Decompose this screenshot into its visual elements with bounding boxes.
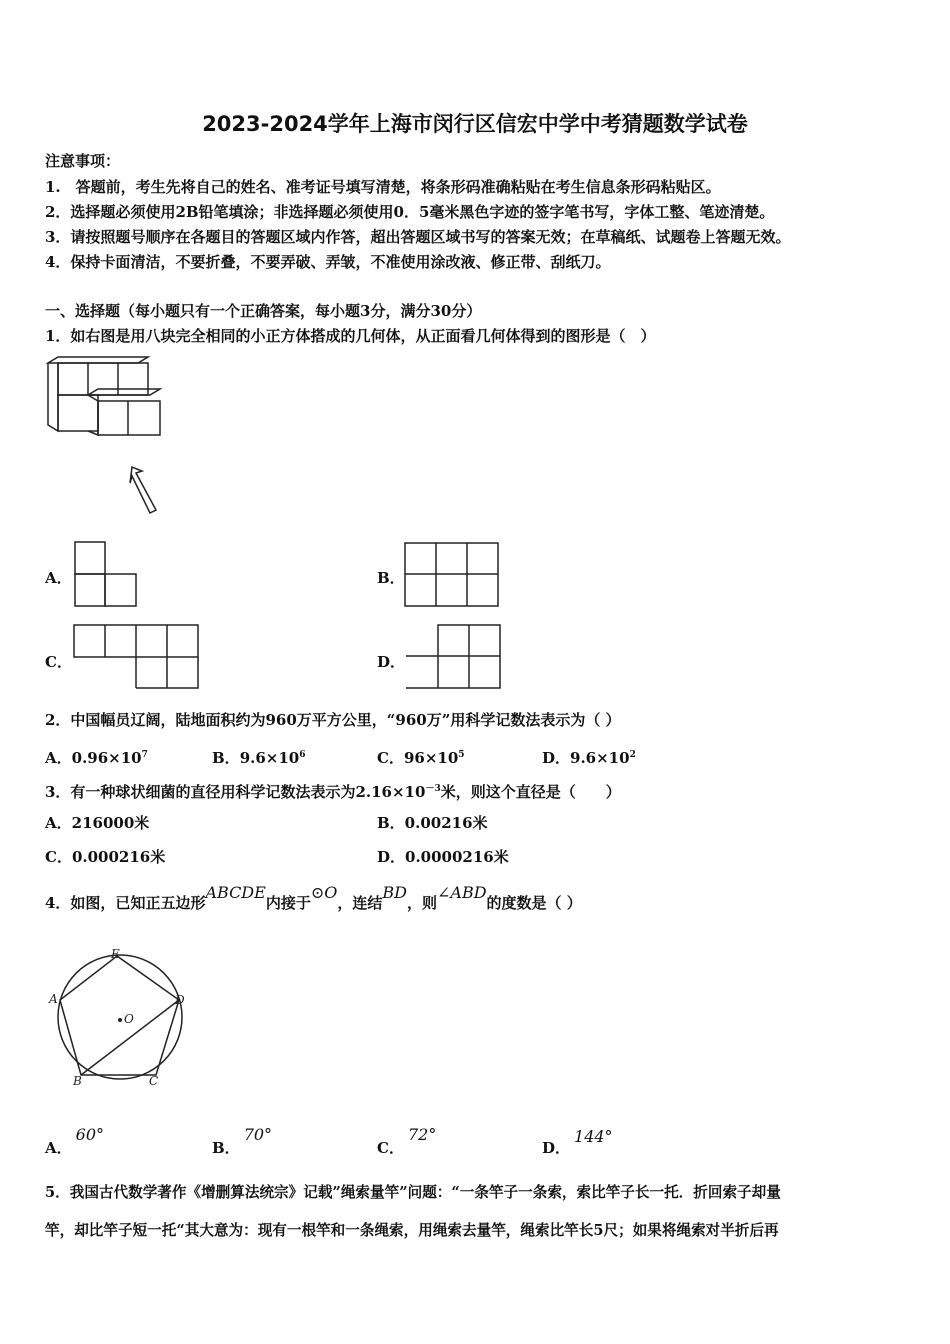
question-5-line: 5．我国古代数学著作《增删算法统宗》记载”绳索量竿”问题：“一条竿子一条索，索比竿子长一托．折回索子却量	[45, 1184, 781, 1201]
q1-option-c-label[interactable]: C．	[45, 653, 72, 671]
option-label: D．	[542, 1139, 571, 1157]
option-value: 96×10	[403, 749, 459, 767]
q3-number: 2.16×10	[355, 783, 426, 801]
q4-text: 内接于	[265, 894, 311, 912]
option-value: 70°	[243, 1125, 273, 1144]
label-d: D	[175, 993, 185, 1007]
option-value: 144°	[574, 1127, 613, 1146]
label-c: C	[149, 1074, 159, 1087]
q2-option-a[interactable]	[45, 745, 148, 768]
math: ∠ABD	[436, 883, 487, 902]
page-title: 2023-2024学年上海市闵行区信宏中学中考猜题数学试卷	[202, 112, 748, 136]
option-value: 9.6×10	[570, 749, 630, 767]
q1-option-d-figure	[404, 624, 502, 690]
exponent: 7	[141, 750, 148, 760]
option-value: 9.6×10	[239, 749, 300, 767]
pentagon-circle-figure	[45, 945, 195, 1087]
option-label: B．	[212, 1139, 240, 1157]
q4-option-b[interactable]	[212, 1125, 273, 1158]
q4-option-a[interactable]	[45, 1125, 104, 1158]
math: ABCDE	[205, 883, 266, 902]
label-a: A	[49, 992, 58, 1006]
q2-option-d[interactable]	[542, 745, 636, 768]
q3-option-b[interactable]: B．0.00216米	[377, 814, 488, 832]
question-3	[45, 779, 621, 802]
q2-option-c[interactable]	[377, 745, 465, 768]
q4-option-d[interactable]	[542, 1127, 613, 1158]
exponent: －3	[425, 784, 441, 794]
exponent: 6	[299, 750, 306, 760]
q4-text: 4．如图，已知正五边形	[45, 894, 206, 912]
math: BD	[382, 883, 407, 902]
q3-option-d[interactable]: D．0.0000216米	[377, 848, 509, 866]
option-label: B．	[212, 749, 240, 767]
math: ⊙O	[310, 883, 338, 902]
q1-option-b-label[interactable]: B．	[377, 569, 405, 587]
question-1: 1．如右图是用八块完全相同的小正方体搭成的几何体，从正面看几何体得到的图形是（ ）	[45, 327, 656, 345]
q3-option-a[interactable]: A．216000米	[45, 814, 150, 832]
q2-option-b[interactable]	[212, 745, 306, 768]
option-value: 72°	[407, 1125, 437, 1144]
q3-option-c[interactable]: C．0.000216米	[45, 848, 166, 866]
q4-text: 的度数是（ ）	[486, 894, 582, 912]
q1-option-b-figure	[404, 542, 500, 608]
option-value: 60°	[75, 1125, 104, 1144]
cube-solid-figure	[44, 355, 164, 515]
question-5-line: 竿，却比竿子短一托“其大意为：现有一根竿和一条绳索，用绳索去量竿，绳索比竿长5尺；如果将绳索对半折后再	[45, 1222, 779, 1239]
q1-option-c-figure	[73, 624, 201, 690]
option-label: D．	[542, 749, 571, 767]
section-heading: 一、选择题（每小题只有一个正确答案，每小题3分，满分30分）	[45, 302, 482, 320]
notice-item: 1. 答题前，考生先将自己的姓名、准考证号填写清楚，将条形码准确粘贴在考生信息条形码粘贴区。	[45, 178, 721, 196]
q1-option-a-label[interactable]: A．	[45, 569, 72, 587]
label-b: B	[73, 1074, 82, 1087]
question-4	[45, 883, 582, 913]
q3-text: 米，则这个直径是（ ）	[440, 783, 621, 801]
option-label: C．	[377, 1139, 404, 1157]
q4-option-c[interactable]	[377, 1125, 437, 1158]
q1-option-a-figure	[74, 540, 138, 608]
option-label: A．	[45, 1139, 72, 1157]
exponent: 5	[458, 750, 465, 760]
notice-heading: 注意事项：	[45, 152, 121, 170]
exponent: 2	[629, 750, 636, 760]
option-value: 0.96×10	[71, 749, 142, 767]
q4-text: ，则	[406, 894, 437, 912]
notice-item: 4．保持卡面清洁，不要折叠，不要弄破、弄皱，不准使用涂改液、修正带、刮纸刀。	[45, 253, 611, 271]
option-label: A．	[45, 749, 72, 767]
q1-option-d-label[interactable]: D．	[377, 653, 406, 671]
label-o: O	[124, 1012, 134, 1026]
option-label: C．	[377, 749, 404, 767]
q4-text: ，连结	[337, 894, 383, 912]
notice-item: 2．选择题必须使用2B铅笔填涂；非选择题必须使用0．5毫米黑色字迹的签字笔书写，字体工整、笔迹清楚。	[45, 203, 775, 221]
question-2: 2．中国幅员辽阔，陆地面积约为960万平方公里，“960万”用科学记数法表示为（ ）	[45, 711, 621, 729]
notice-item: 3．请按照题号顺序在各题目的答题区域内作答，超出答题区域书写的答案无效；在草稿纸、试题卷上答题无效。	[45, 228, 791, 246]
q3-text: 3．有一种球状细菌的直径用科学记数法表示为	[45, 783, 356, 801]
label-e: E	[111, 947, 120, 961]
